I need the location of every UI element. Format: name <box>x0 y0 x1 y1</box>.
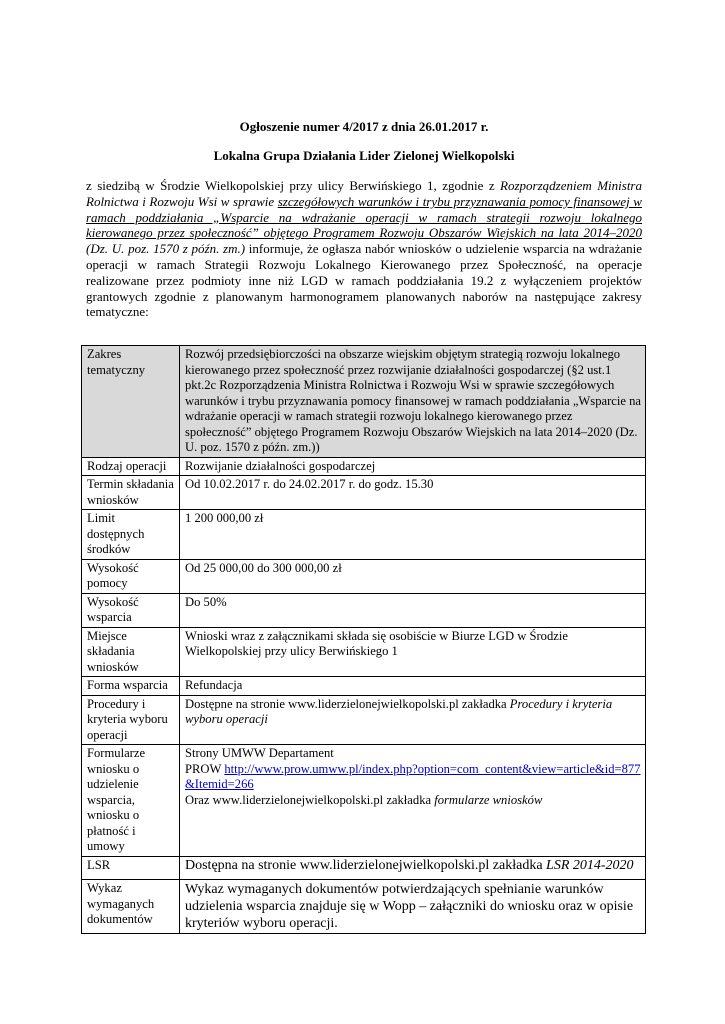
table-row <box>82 695 646 745</box>
row-label-forma: Forma wsparcia <box>82 677 180 696</box>
intro-text-2: informuje, że ogłasza nabór wniosków o udzielenie wsparcia na wdrażanie operacji w ramach Strategii Rozwoju Lokalnego Kierowanego przez Społeczność, na operacje realizowane przez podmioty inne niż LGD w ramach poddziałania 19.2 z wyłączeniem projektów grantowych zgodnie z planowanym harmonogramem planowanych naborów na następujące zakresy tematyczne: <box>86 241 642 320</box>
formularze-line-3 <box>185 793 641 809</box>
row-label-termin: Termin składania wniosków <box>82 476 180 510</box>
table-row <box>82 880 646 934</box>
row-value-miejsce: Wnioski wraz z załącznikami składa się osobiście w Biurze LGD w Środzie Wielkopolskiej przy ulicy Berwińskiego 1 <box>180 627 646 677</box>
row-label-lsr: LSR <box>82 856 180 880</box>
row-value-wykaz: Wykaz wymaganych dokumentów potwierdzających spełnianie warunków udzielenia wsparcia znajduje się w Wopp – załączniki do wniosku oraz w opisie kryteriów wyboru operacji. <box>180 880 646 934</box>
row-value-limit: 1 200 000,00 zł <box>180 510 646 560</box>
row-value-lsr <box>180 856 646 880</box>
table-row <box>82 510 646 560</box>
row-label-miejsce: Miejsce składania wniosków <box>82 627 180 677</box>
table-row <box>82 476 646 510</box>
row-value-rodzaj: Rozwijanie działalności gospodarczej <box>180 457 646 476</box>
formularze-line-2 <box>185 762 641 793</box>
row-value-zakres: Rozwój przedsiębiorczości na obszarze wiejskim objętym strategią rozwoju lokalnego kierowanego przez społeczność przez rozwijanie działalności gospodarczej (§2 ust.1 pkt.2c Rozporządzenia Ministra Rolnictwa i Rozwoju Wsi w sprawie szczegółowych warunków i trybu przyznawania pomocy finansowej w ramach poddziałania „Wsparcie na wdrażanie operacji w ramach strategii rozwoju lokalnego kierowanego przez społeczność” objętego Programem Rozwoju Obszarów Wiejskich na lata 2014–2020 (Dz. U. poz. 1570 z późn. zm.)) <box>180 346 646 458</box>
lsr-tab-name: LSR 2014-2020 <box>546 857 634 873</box>
table-row <box>82 627 646 677</box>
table-row <box>82 745 646 857</box>
row-value-procedury <box>180 695 646 745</box>
intro-regulation: Rozporządzeniem Ministra Rolnictwa i Rozwoju Wsi w sprawie <box>86 178 642 209</box>
row-label-wysokosc-wsparcia: Wysokość wsparcia <box>82 593 180 627</box>
call-details-table <box>81 345 646 934</box>
lsr-text: Dostępna na stronie www.liderzielonejwielkopolski.pl zakładka <box>185 857 547 873</box>
row-label-formularze: Formularze wniosku o udzielenie wsparcia, wniosku o płatność i umowy <box>82 745 180 857</box>
table-row <box>82 457 646 476</box>
row-label-zakres: Zakres tematyczny <box>82 346 180 458</box>
row-label-procedury: Procedury i kryteria wyboru operacji <box>82 695 180 745</box>
formularze-line-1: Strony UMWW Departament <box>185 746 334 760</box>
formularze-prow: PROW <box>185 761 225 776</box>
prow-forms-link[interactable]: http://www.prow.umww.pl/index.php?option=com_content&view=article&id=877&Itemid=266 <box>185 761 641 791</box>
table-row <box>82 593 646 627</box>
formularze-oraz: Oraz www.liderzielonejwielkopolski.pl zakładka <box>185 792 435 807</box>
row-label-limit: Limit dostępnych środków <box>82 510 180 560</box>
intro-text-1: z siedzibą w Środzie Wielkopolskiej przy ulicy Berwińskiego 1, zgodnie z <box>86 178 501 193</box>
formularze-tab-name: formularze wniosków <box>434 792 543 807</box>
table-row <box>82 856 646 880</box>
row-value-forma: Refundacja <box>180 677 646 696</box>
row-label-wykaz: Wykaz wymaganych dokumentów <box>82 880 180 934</box>
intro-journal-ref: (Dz. U. poz. 1570 z późn. zm.) <box>86 241 246 257</box>
procedury-tab-name: Procedury i kryteria wyboru operacji <box>185 696 613 726</box>
table-row <box>82 559 646 593</box>
row-value-wysokosc-pomocy: Od 25 000,00 do 300 000,00 zł <box>180 559 646 593</box>
row-value-termin: Od 10.02.2017 r. do 24.02.2017 r. do godz. 15.30 <box>180 476 646 510</box>
announcement-title: Ogłoszenie numer 4/2017 z dnia 26.01.2017 r. <box>239 119 489 134</box>
row-label-wysokosc-pomocy: Wysokość pomocy <box>82 559 180 593</box>
table-row <box>82 677 646 696</box>
organization-title: Lokalna Grupa Działania Lider Zielonej Wielkopolski <box>213 148 515 163</box>
intro-regulation-underlined: szczegółowych warunków i trybu przyznawania pomocy finansowej w ramach poddziałania „Wsparcie na wdrażanie operacji w ramach strategii rozwoju lokalnego kierowanego przez społeczność” objętego Programem Rozwoju Obszarów Wiejskich na lata 2014–2020 <box>86 193 642 241</box>
procedury-text: Dostępne na stronie www.liderzielonejwielkopolski.pl zakładka <box>185 696 510 711</box>
intro-paragraph <box>86 178 642 320</box>
row-value-formularze <box>180 745 646 857</box>
table-row <box>82 346 646 458</box>
row-value-wysokosc-wsparcia: Do 50% <box>180 593 646 627</box>
row-label-rodzaj: Rodzaj operacji <box>82 457 180 476</box>
